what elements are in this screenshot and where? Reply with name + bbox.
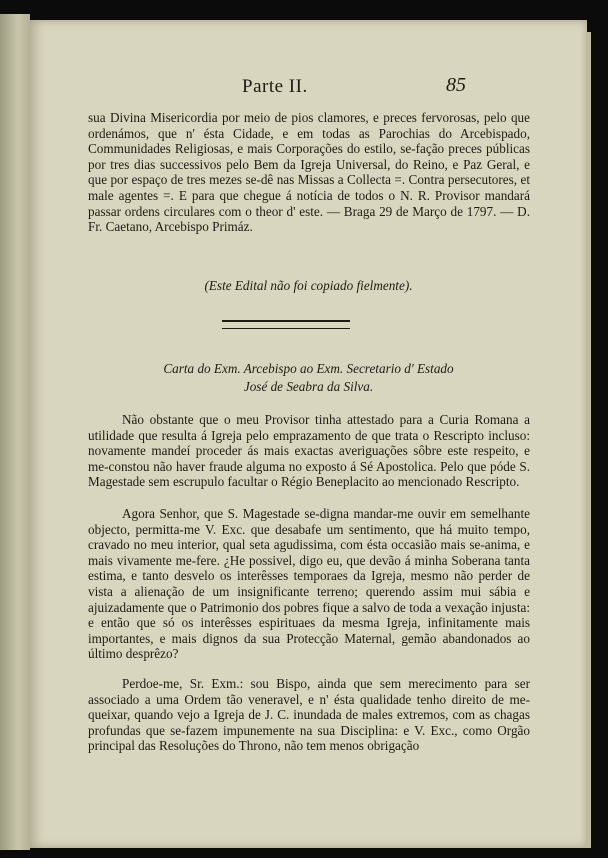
page-stack-edge: [586, 32, 591, 848]
letter-heading-line-2: José de Seabra da Silva.: [243, 379, 374, 394]
page-header: [30, 76, 587, 108]
paragraph-edict-conclusion: sua Divina Misericordia por meio de pios clamores, e preces fervorosas, pelo que ordenámos, que n' ésta Cidade, e em todas as Parochias do Arcebispado, Communidades Religiosas, e mais Corporações do estilo, se-fação preces públicas por tres dias successivos pelo Bem da Igreja Universal, do Reino, e Paz Geral, e que por espaço de tres mezes se-dê nas Missas a Collecta =. Contra persecutores, et male agentes =. E para que chegue á notícia de todos o N. R. Provisor mandará passar ordens circulares com o theor d' este. — Braga 29 de Março de 1797. — D. Fr. Caetano, Arcebispo Primáz.: [88, 110, 530, 235]
page-number: 85: [446, 74, 466, 96]
editor-note: (Este Edital não foi copiado fielmente).: [204, 278, 413, 293]
book-page: [30, 20, 587, 848]
letter-paragraph-1: Não obstante que o meu Provisor tinha attestado para a Curia Romana a utilidade que resulta á Igreja pelo emprazamento de que trata o Rescripto incluso: novamente mandeí proceder ás mais exactas averiguações sôbre este respeito, e me-constou não haver fraude alguma no exposto á Sé Apostolica. Pelo que póde S. Magestade sem escrupulo facultar o Régio Beneplacito ao mencionado Rescripto.: [88, 412, 530, 490]
letter-heading: [30, 360, 587, 396]
previous-page-edge: [0, 14, 30, 850]
letter-paragraph-3: Perdoe-me, Sr. Exm.: sou Bispo, ainda que sem merecimento para ser associado a uma Ordem tão veneravel, e n' ésta qualidade tenho direito de me-queixar, quando vejo a Igreja de J. C. inundada de males extremos, com as chagas profundas que se-fazem impunemente na sua Disciplina: e V. Exc., como Orgão principal das Resoluções do Throno, não tem menos obrigação: [88, 676, 530, 754]
running-title: Parte II.: [242, 76, 308, 97]
section-divider: [222, 320, 350, 329]
letter-heading-line-1: Carta do Exm. Arcebispo ao Exm. Secretario d' Estado: [163, 361, 454, 376]
letter-paragraph-2: Agora Senhor, que S. Magestade se-digna mandar-me ouvir em semelhante objecto, permitta-me V. Exc. que desabafe um sentimento, que há muito tempo, cravado no meu interior, qual seta agudissima, com ésta occasião mais se-anima, e mais vivamente me-fere. ¿He possivel, digo eu, que devão á minha Soberana tanta estima, e tanto desvelo os interêsses temporaes da Igreja, mesmo não perder de vista a alienação de um insignificante terreno; querendo assim mui sábia e ajuizadamente que o Patrimonio dos pobres fique a salvo de toda a vexação injusta: e então que só os interêsses espirituaes da mesma Igreja, infinitamente mais importantes, e mais dignos da sua Protecção Maternal, gemão abandonados ao último desprêzo?: [88, 506, 530, 662]
